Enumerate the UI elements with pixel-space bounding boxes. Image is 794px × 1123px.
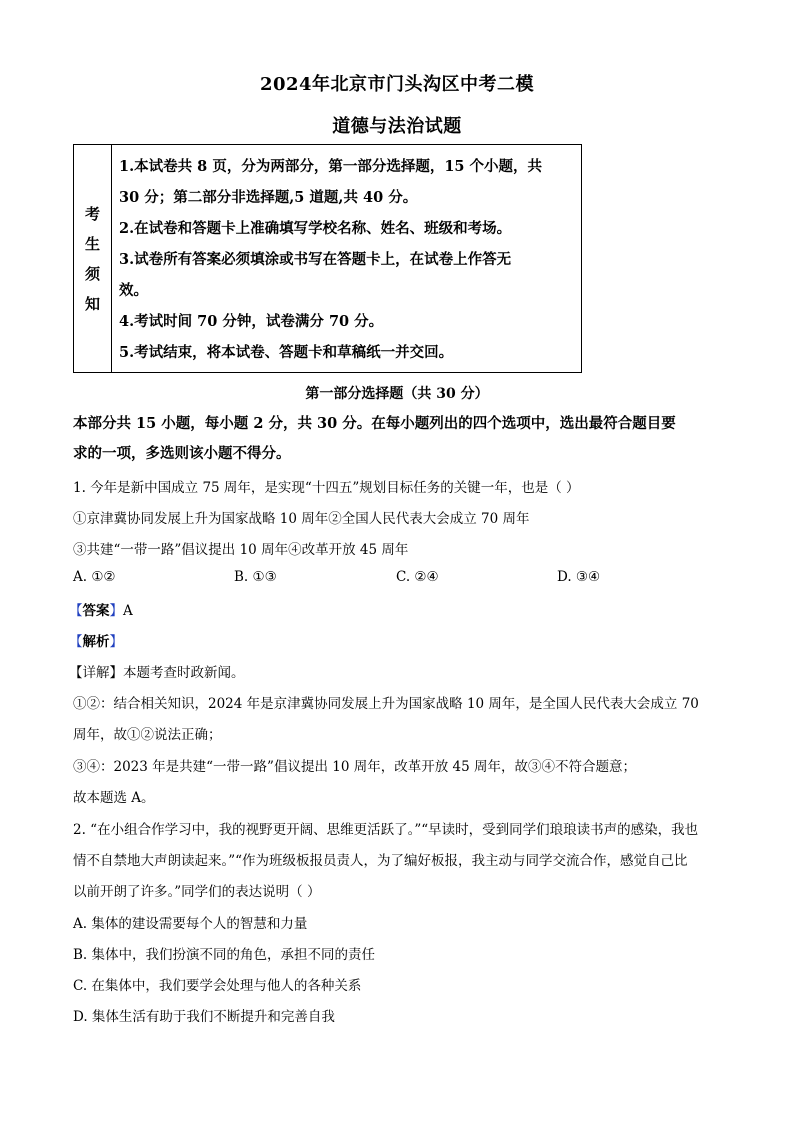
q1-option-b: B. ①③ [234, 569, 277, 585]
notice-line: 3.试卷所有答案必须填涂或书写在答题卡上，在试卷上作答无 [119, 251, 512, 268]
detail-text: 本题考查时政新闻。 [123, 665, 245, 681]
notice-label-char: 考 [84, 204, 100, 223]
q2-stem: 情不自禁地大声朗读起来。”“作为班级板报员责人，为了编好板报，我主动与同学交流合作，感觉自己比 [73, 853, 688, 869]
notice-line: 1.本试卷共 8 页，分为两部分，第一部分选择题，15 个小题，共 [119, 158, 543, 175]
bracket-right: 】 [109, 634, 123, 650]
q1-option-c: C. ②④ [396, 569, 439, 585]
notice-label-char: 知 [84, 294, 100, 313]
part1-heading: 第一部分选择题（共 30 分） [305, 386, 489, 402]
q2-stem: 2. “在小组合作学习中，我的视野更开阔、思维更活跃了。”“早读时，受到同学们琅琅读书声的感染，我也 [73, 822, 699, 838]
bracket-left: 【 [69, 665, 83, 681]
notice-line: 5.考试结束，将本试卷、答题卡和草稿纸一并交回。 [119, 344, 454, 361]
analysis-tag: 解析 [82, 634, 110, 650]
detail-tag: 详解 [82, 665, 110, 681]
q2-option-a: A. 集体的建设需要每个人的智慧和力量 [73, 916, 308, 932]
q2-option-b: B. 集体中，我们扮演不同的角色，承担不同的责任 [73, 947, 376, 963]
answer-tag: 答案 [82, 603, 110, 619]
notice-content [112, 145, 581, 372]
q1-items: ③共建“一带一路”倡议提出 10 周年④改革开放 45 周年 [73, 542, 409, 558]
exam-title: 2024年北京市门头沟区中考二模 [259, 74, 535, 95]
q1-conclusion: 故本题选 A。 [73, 790, 155, 806]
q1-option-a: A. ①② [73, 569, 116, 585]
q1-answer [69, 599, 133, 619]
q2-option-c: C. 在集体中，我们要学会处理与他人的各种关系 [73, 978, 362, 994]
notice-label-char: 生 [84, 234, 100, 253]
bracket-left: 【 [69, 634, 83, 650]
q1-explanation: 周年，故①②说法正确； [73, 727, 222, 743]
notice-line: 效。 [119, 282, 148, 299]
q1-stem: 1. 今年是新中国成立 75 周年，是实现“十四五”规划目标任务的关键一年，也是（ ） [73, 480, 580, 496]
q2-option-d: D. 集体生活有助于我们不断提升和完善自我 [73, 1009, 335, 1025]
q1-analysis-heading [69, 630, 123, 650]
bracket-right: 】 [109, 665, 123, 681]
q1-explanation: ①②：结合相关知识，2024 年是京津冀协同发展上升为国家战略 10 周年，是全国人民代表大会成立 70 [73, 696, 699, 712]
bracket-left: 【 [69, 603, 83, 619]
q1-option-d: D. ③④ [557, 569, 601, 585]
part1-intro-line: 求的一项，多选则该小题不得分。 [73, 445, 291, 462]
answer-value: A [123, 603, 133, 619]
notice-line: 30 分；第二部分非选择题,5 道题,共 40 分。 [119, 189, 418, 206]
exam-subtitle: 道德与法治试题 [332, 116, 462, 137]
notice-line: 2.在试卷和答题卡上准确填写学校名称、姓名、班级和考场。 [119, 220, 512, 237]
notice-label [74, 145, 112, 372]
q1-explanation: ③④：2023 年是共建“一带一路”倡议提出 10 周年，改革开放 45 周年，故③④不符合题意； [73, 759, 636, 775]
q1-items: ①京津冀协同发展上升为国家战略 10 周年②全国人民代表大会成立 70 周年 [73, 511, 530, 527]
bracket-right: 】 [109, 603, 123, 619]
q1-detail [69, 661, 245, 681]
notice-label-char: 须 [84, 264, 100, 283]
candidate-notice-box [73, 144, 582, 373]
q2-stem: 以前开朗了许多。”同学们的表达说明（ ） [73, 884, 321, 900]
notice-line: 4.考试时间 70 分钟，试卷满分 70 分。 [119, 313, 384, 330]
part1-intro-line: 本部分共 15 小题，每小题 2 分，共 30 分。在每小题列出的四个选项中，选出最符合题目要 [73, 415, 676, 432]
